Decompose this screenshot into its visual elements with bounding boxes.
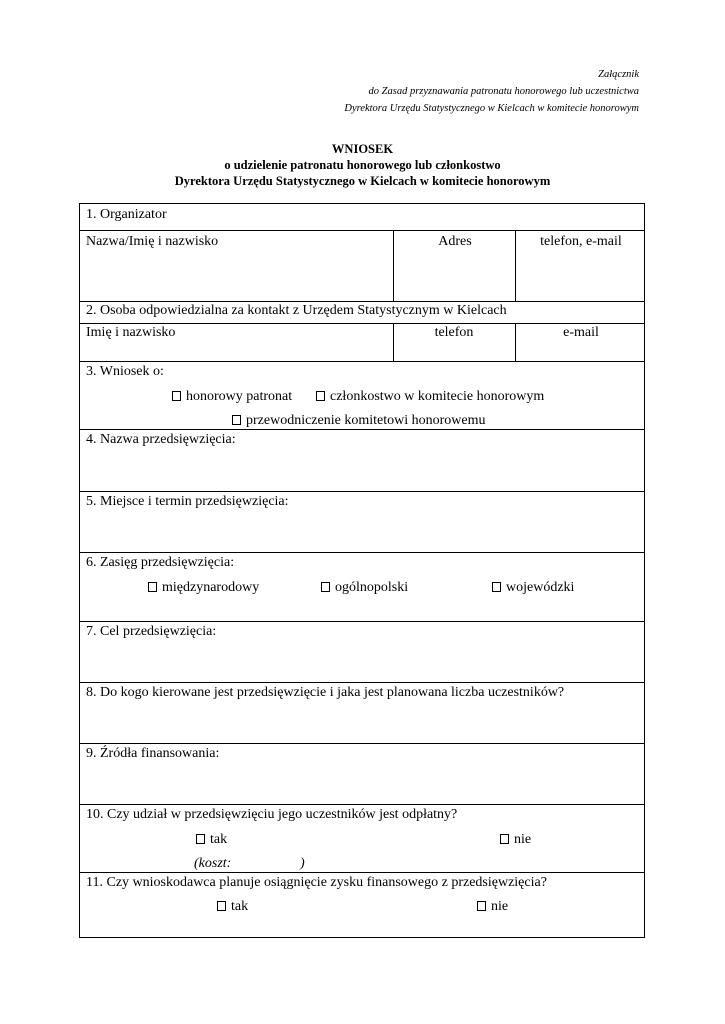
cost-close: ): [300, 856, 305, 871]
attachment-line-2: do Zasad przyznawania patronatu honorowego lub uczestnictwa: [368, 86, 639, 97]
organizer-name-cell[interactable]: [80, 231, 393, 301]
title-line-1: WNIOSEK: [331, 142, 394, 156]
section-2-header: [80, 302, 644, 324]
section-6-heading: 6. Zasięg przedsięwzięcia:: [86, 555, 235, 570]
option-profit-no[interactable]: nie: [477, 899, 508, 915]
section-4[interactable]: [80, 430, 644, 492]
section-1-fields: [80, 231, 644, 302]
section-11-heading: 11. Czy wnioskodawca planuje osiągnięcie zysku finansowego z przedsięwzięcia?: [86, 875, 547, 890]
section-10-heading: 10. Czy udział w przedsięwzięciu jego uczestników jest odpłatny?: [86, 807, 458, 822]
organizer-address-label: Adres: [438, 234, 472, 249]
option-paid-no[interactable]: nie: [500, 832, 531, 848]
section-4-heading: 4. Nazwa przedsięwzięcia:: [86, 432, 236, 447]
organizer-contact-cell[interactable]: [515, 231, 644, 301]
contact-email-label: e-mail: [563, 325, 599, 340]
contact-name-cell[interactable]: [80, 324, 393, 361]
section-2-heading: 2. Osoba odpowiedzialna za kontakt z Urzędem Statystycznym w Kielcach: [86, 303, 507, 318]
organizer-name-label: Nazwa/Imię i nazwisko: [86, 234, 219, 249]
option-profit-yes[interactable]: tak: [217, 899, 248, 915]
checkbox-icon[interactable]: [477, 901, 486, 911]
checkbox-icon[interactable]: [217, 901, 226, 911]
section-6: [80, 553, 644, 622]
option-paid-yes[interactable]: tak: [196, 832, 227, 848]
contact-name-label: Imię i nazwisko: [86, 325, 176, 340]
section-5-heading: 5. Miejsce i termin przedsięwzięcia:: [86, 494, 289, 509]
contact-phone-cell[interactable]: [393, 324, 515, 361]
section-11: [80, 873, 644, 938]
contact-email-cell[interactable]: [515, 324, 644, 361]
attachment-line-3: Dyrektora Urzędu Statystycznego w Kielcach w komitecie honorowym: [344, 103, 639, 114]
section-5[interactable]: [80, 492, 644, 553]
section-8[interactable]: [80, 683, 644, 744]
checkbox-icon[interactable]: [500, 834, 509, 844]
checkbox-icon[interactable]: [232, 415, 241, 425]
section-9[interactable]: [80, 744, 644, 805]
section-8-heading: 8. Do kogo kierowane jest przedsięwzięcie i jaka jest planowana liczba uczestników?: [86, 685, 565, 700]
title-line-2: o udzielenie patronatu honorowego lub członkostwo: [224, 158, 501, 172]
section-2-fields: [80, 324, 644, 362]
section-3: [80, 362, 644, 430]
document-title: [0, 141, 725, 189]
section-1-heading: 1. Organizator: [86, 207, 167, 222]
option-national[interactable]: ogólnopolski: [321, 580, 408, 596]
option-regional[interactable]: wojewódzki: [492, 580, 574, 596]
checkbox-icon[interactable]: [321, 582, 330, 592]
option-committee-chairmanship[interactable]: przewodniczenie komitetowi honorowemu: [232, 413, 485, 429]
section-7[interactable]: [80, 622, 644, 683]
option-international[interactable]: międzynarodowy: [148, 580, 259, 596]
application-form: [79, 203, 645, 938]
cost-label: (koszt:: [194, 856, 232, 871]
section-7-heading: 7. Cel przedsięwzięcia:: [86, 624, 217, 639]
checkbox-icon[interactable]: [172, 391, 181, 401]
option-committee-membership[interactable]: członkostwo w komitecie honorowym: [316, 389, 544, 405]
title-line-3: Dyrektora Urzędu Statystycznego w Kielcach w komitecie honorowym: [174, 174, 551, 188]
checkbox-icon[interactable]: [492, 582, 501, 592]
section-10: [80, 805, 644, 873]
option-honorary-patronage[interactable]: honorowy patronat: [172, 389, 292, 405]
section-1-header: [80, 204, 644, 231]
checkbox-icon[interactable]: [196, 834, 205, 844]
attachment-note: [219, 66, 639, 117]
organizer-contact-label: telefon, e-mail: [540, 234, 622, 249]
section-3-heading: 3. Wniosek o:: [86, 364, 164, 379]
checkbox-icon[interactable]: [148, 582, 157, 592]
contact-phone-label: telefon: [434, 325, 474, 340]
attachment-line-1: Załącznik: [598, 69, 639, 80]
organizer-address-cell[interactable]: [393, 231, 515, 301]
section-9-heading: 9. Źródła finansowania:: [86, 746, 220, 761]
checkbox-icon[interactable]: [316, 391, 325, 401]
